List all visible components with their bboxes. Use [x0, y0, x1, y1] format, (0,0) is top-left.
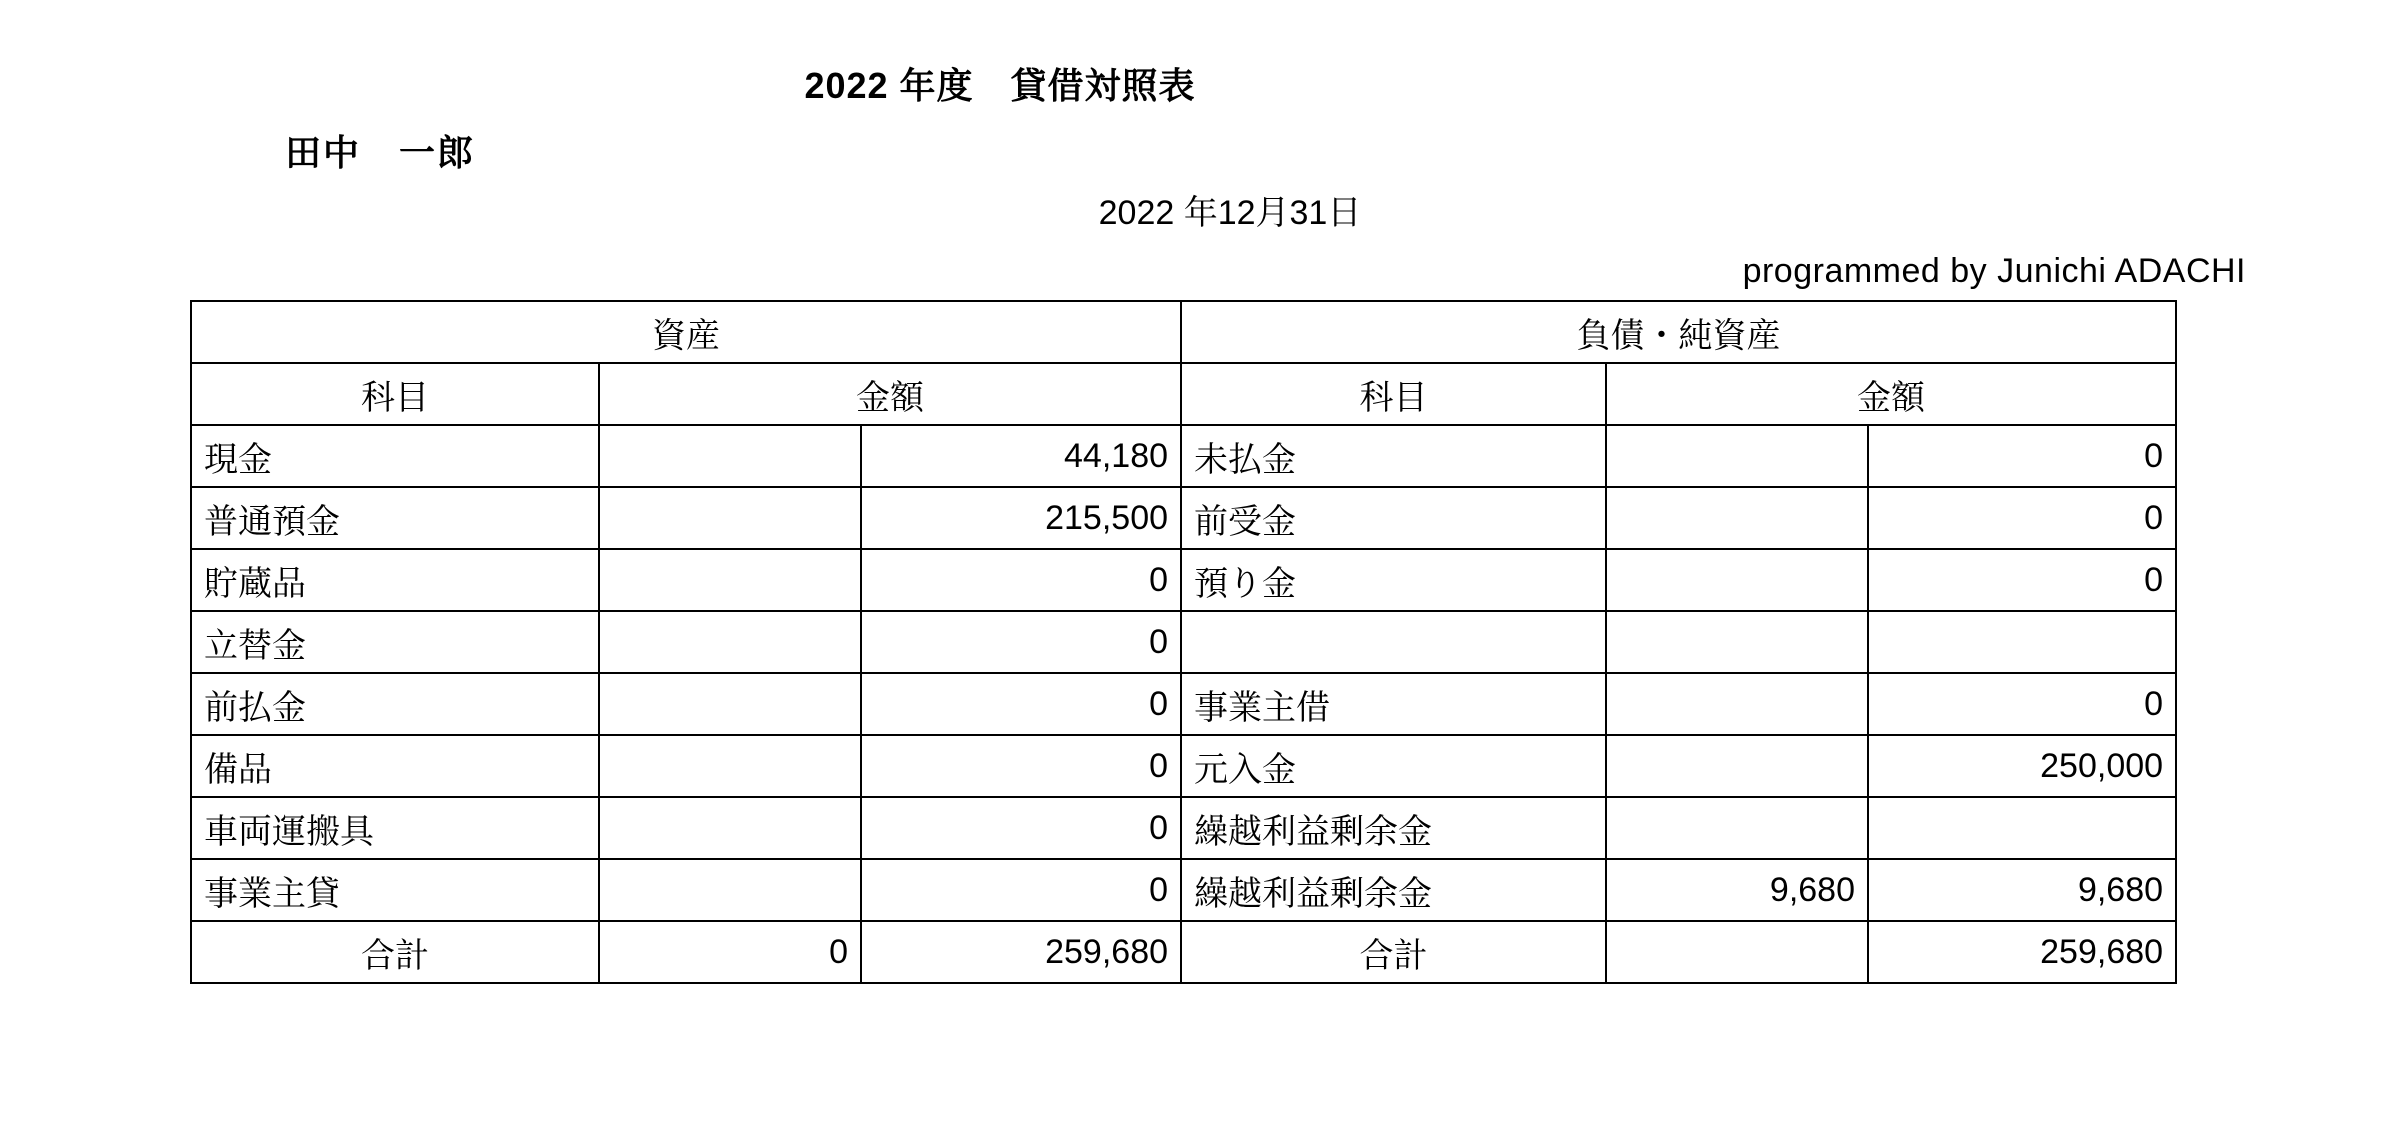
col-header-assets-account: 科目	[191, 363, 599, 425]
asset-sub-amount	[599, 487, 861, 549]
asset-sub-amount	[599, 673, 861, 735]
asset-amount: 0	[861, 611, 1181, 673]
table-total-row	[191, 921, 2176, 983]
asset-account: 前払金	[191, 673, 599, 735]
table-row	[191, 735, 2176, 797]
le-amount: 0	[1868, 673, 2176, 735]
le-account: 繰越利益剰余金	[1181, 859, 1606, 921]
le-account: 前受金	[1181, 487, 1606, 549]
asset-sub-amount	[599, 797, 861, 859]
le-sub-amount	[1606, 735, 1868, 797]
le-sub-amount	[1606, 673, 1868, 735]
asset-amount: 0	[861, 797, 1181, 859]
asset-amount: 0	[861, 735, 1181, 797]
table-row	[191, 797, 2176, 859]
asset-account: 車両運搬具	[191, 797, 599, 859]
asset-sub-amount	[599, 735, 861, 797]
asset-amount: 44,180	[861, 425, 1181, 487]
asset-account: 貯蔵品	[191, 549, 599, 611]
le-account: 事業主借	[1181, 673, 1606, 735]
table-group-header-row	[191, 301, 2176, 363]
asset-amount: 0	[861, 673, 1181, 735]
le-account: 繰越利益剰余金	[1181, 797, 1606, 859]
le-amount: 0	[1868, 425, 2176, 487]
col-header-le-account: 科目	[1181, 363, 1606, 425]
asset-amount: 0	[861, 859, 1181, 921]
table-row	[191, 859, 2176, 921]
asset-account: 備品	[191, 735, 599, 797]
le-amount: 0	[1868, 487, 2176, 549]
table-row	[191, 673, 2176, 735]
asset-account: 立替金	[191, 611, 599, 673]
le-amount: 0	[1868, 549, 2176, 611]
asset-account: 普通預金	[191, 487, 599, 549]
page-title: 2022 年度 貸借対照表	[804, 65, 1196, 106]
le-total-label: 合計	[1181, 921, 1606, 983]
le-total-sub	[1606, 921, 1868, 983]
table-row	[191, 487, 2176, 549]
le-sub-amount	[1606, 487, 1868, 549]
le-amount	[1868, 611, 2176, 673]
asset-sub-amount	[599, 611, 861, 673]
le-total-amount: 259,680	[1868, 921, 2176, 983]
balance-sheet-table	[190, 300, 2177, 984]
asset-amount: 215,500	[861, 487, 1181, 549]
asset-sub-amount	[599, 425, 861, 487]
credit-line: programmed by Junichi ADACHI	[1742, 252, 2246, 290]
report-date: 2022 年12月31日	[1098, 194, 1362, 232]
asset-sub-amount	[599, 859, 861, 921]
table-row	[191, 425, 2176, 487]
le-sub-amount	[1606, 549, 1868, 611]
le-account	[1181, 611, 1606, 673]
col-header-le-amount: 金額	[1606, 363, 2176, 425]
owner-name: 田中 一郎	[285, 132, 476, 173]
group-header-liabilities-equity: 負債・純資産	[1181, 301, 2176, 363]
le-amount: 250,000	[1868, 735, 2176, 797]
le-sub-amount: 9,680	[1606, 859, 1868, 921]
asset-account: 事業主貸	[191, 859, 599, 921]
assets-total-amount: 259,680	[861, 921, 1181, 983]
le-account: 未払金	[1181, 425, 1606, 487]
le-amount	[1868, 797, 2176, 859]
asset-account: 現金	[191, 425, 599, 487]
le-sub-amount	[1606, 797, 1868, 859]
table-row	[191, 549, 2176, 611]
le-account: 預り金	[1181, 549, 1606, 611]
asset-amount: 0	[861, 549, 1181, 611]
le-sub-amount	[1606, 425, 1868, 487]
le-amount: 9,680	[1868, 859, 2176, 921]
le-account: 元入金	[1181, 735, 1606, 797]
assets-total-sub: 0	[599, 921, 861, 983]
table-row	[191, 611, 2176, 673]
group-header-assets: 資産	[191, 301, 1181, 363]
le-sub-amount	[1606, 611, 1868, 673]
table-column-header-row	[191, 363, 2176, 425]
asset-sub-amount	[599, 549, 861, 611]
assets-total-label: 合計	[191, 921, 599, 983]
col-header-assets-amount: 金額	[599, 363, 1181, 425]
